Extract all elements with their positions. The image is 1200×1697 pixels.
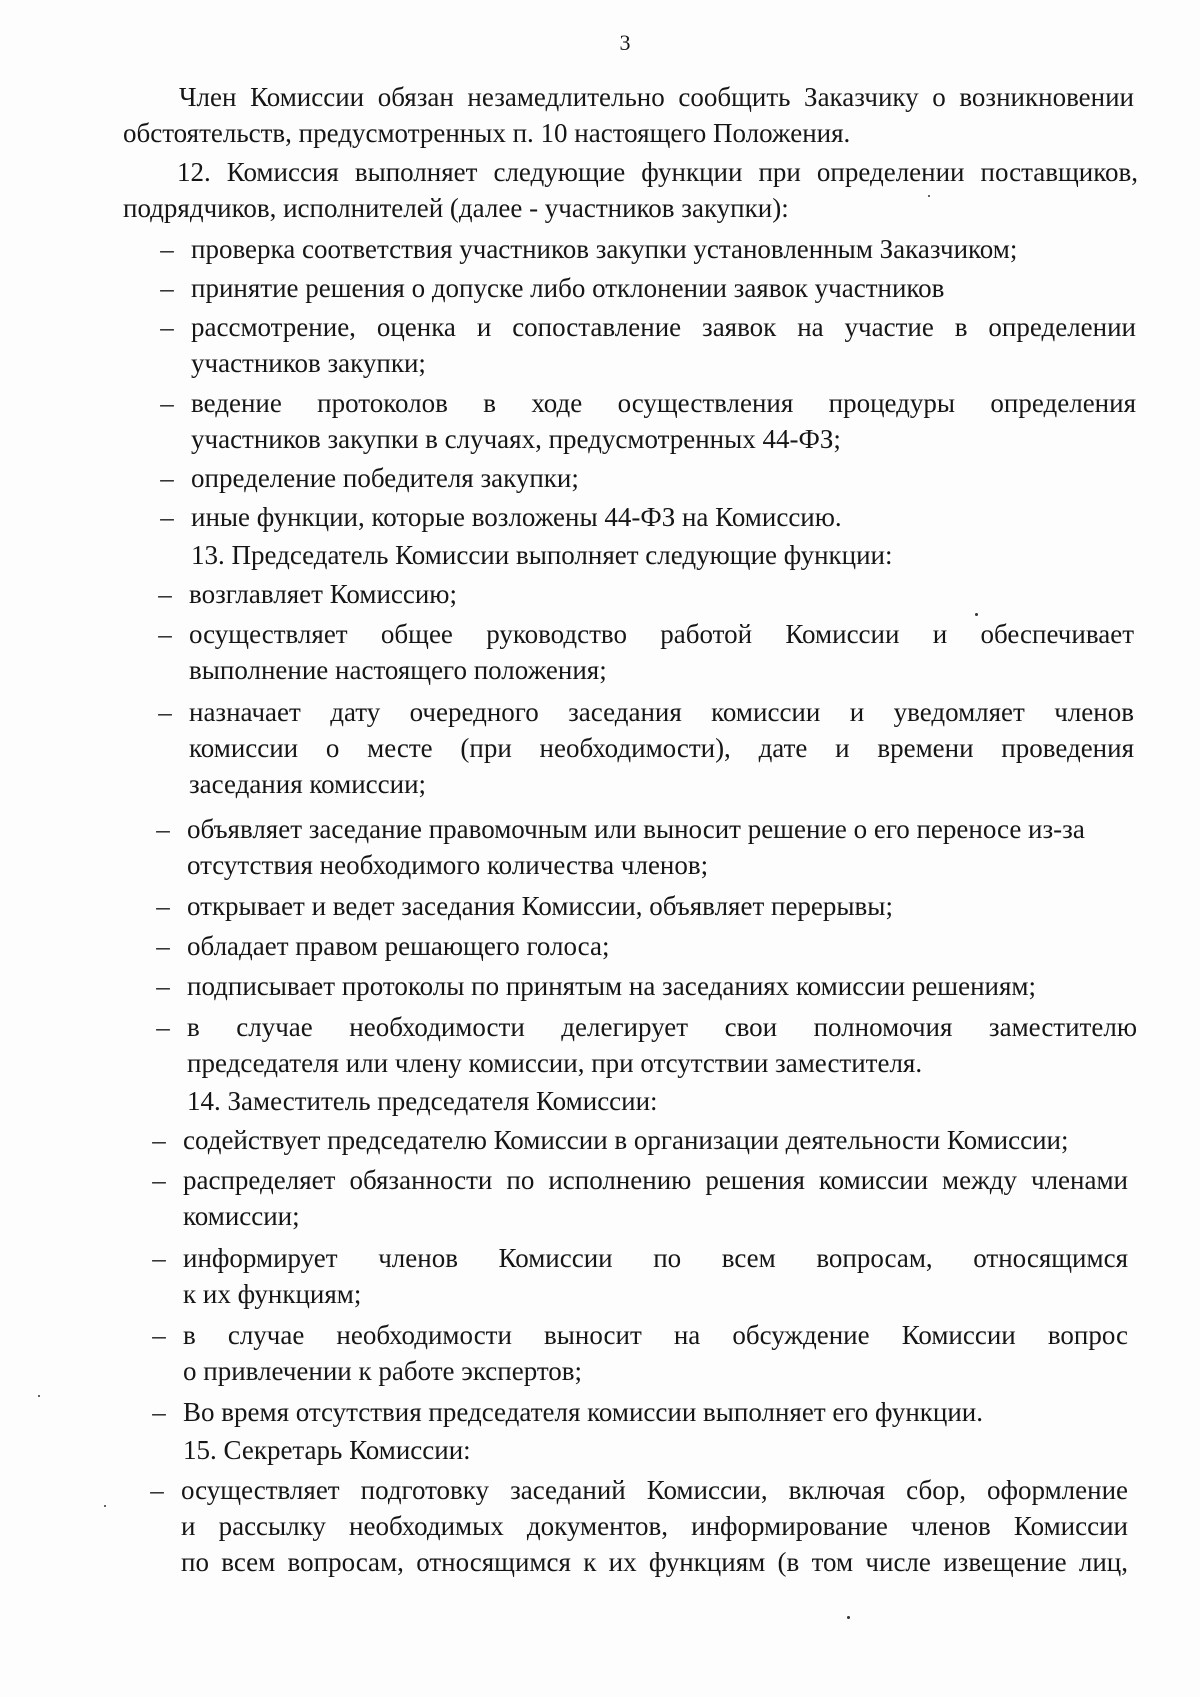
list-15-item-1-line-3: по всем вопросам, относящимся к их функциям (в том числе извещение лиц, [181, 1547, 1128, 1577]
paragraph-intro-line-1: Член Комиссии обязан незамедлительно сообщить Заказчику о возникновении [179, 82, 1134, 112]
list-13-item-1: возглавляет Комиссию; [189, 579, 457, 609]
list-13-item-5: открывает и ведет заседания Комиссии, объявляет перерывы; [187, 891, 893, 921]
list-12-item-6: иные функции, которые возложены 44-ФЗ на Комиссию. [191, 502, 842, 532]
page-number: 3 [619, 30, 631, 55]
list-dash: – [160, 312, 174, 342]
paragraph-12-line-2: подрядчиков, исполнителей (далее - участников закупки): [123, 193, 789, 223]
list-12-item-4-line-2: участников закупки в случаях, предусмотренных 44-ФЗ; [191, 424, 841, 454]
list-dash: – [150, 1475, 164, 1505]
list-dash: – [156, 1012, 170, 1042]
list-14-item-4-line-2: о привлечении к работе экспертов; [183, 1356, 583, 1386]
list-dash: – [152, 1165, 166, 1195]
list-12-item-4-line-1: ведение протоколов в ходе осуществления процедуры определения [191, 388, 1136, 418]
scan-speck [38, 1395, 40, 1397]
list-dash: – [152, 1320, 166, 1350]
scan-speck [104, 1505, 106, 1507]
list-dash: – [158, 619, 172, 649]
list-12-item-5: определение победителя закупки; [191, 463, 579, 493]
list-12-item-3-line-1: рассмотрение, оценка и сопоставление заявок на участие в определении [191, 312, 1136, 342]
list-14-item-1: содействует председателю Комиссии в организации деятельности Комиссии; [183, 1125, 1069, 1155]
list-dash: – [160, 273, 174, 303]
list-14-item-2-line-2: комиссии; [183, 1201, 300, 1231]
list-14-item-5: Во время отсутствия председателя комиссии выполняет его функции. [183, 1397, 983, 1427]
list-13-item-6: обладает правом решающего голоса; [187, 931, 610, 961]
list-dash: – [156, 814, 170, 844]
list-dash: – [160, 388, 174, 418]
list-dash: – [156, 971, 170, 1001]
list-dash: – [152, 1397, 166, 1427]
paragraph-14-line-1: 14. Заместитель председателя Комиссии: [187, 1086, 658, 1116]
list-12-item-1: проверка соответствия участников закупки установленным Заказчиком; [191, 234, 1018, 264]
list-dash: – [158, 579, 172, 609]
paragraph-15-line-1: 15. Секретарь Комиссии: [183, 1435, 471, 1465]
list-dash: – [152, 1125, 166, 1155]
scan-speck [975, 613, 978, 616]
list-13-item-2-line-2: выполнение настоящего положения; [189, 655, 607, 685]
list-dash: – [156, 891, 170, 921]
list-dash: – [152, 1243, 166, 1273]
list-13-item-8-line-1: в случае необходимости делегирует свои полномочия заместителю [187, 1012, 1137, 1042]
list-12-item-2: принятие решения о допуске либо отклонении заявок участников [191, 273, 945, 303]
list-13-item-3-line-3: заседания комиссии; [189, 769, 427, 799]
paragraph-12-line-1: 12. Комиссия выполняет следующие функции при определении поставщиков, [177, 157, 1138, 187]
list-13-item-3-line-2: комиссии о месте (при необходимости), дате и времени проведения [189, 733, 1134, 763]
list-14-item-2-line-1: распределяет обязанности по исполнению решения комиссии между членами [183, 1165, 1128, 1195]
list-13-item-8-line-2: председателя или члену комиссии, при отсутствии заместителя. [187, 1048, 923, 1078]
paragraph-13-line-1: 13. Председатель Комиссии выполняет следующие функции: [191, 540, 893, 570]
list-14-item-3-line-1: информирует членов Комиссии по всем вопросам, относящимся [183, 1243, 1128, 1273]
list-12-item-3-line-2: участников закупки; [191, 348, 426, 378]
paragraph-intro-line-2: обстоятельств, предусмотренных п. 10 настоящего Положения. [123, 118, 851, 148]
list-14-item-3-line-2: к их функциям; [183, 1279, 362, 1309]
scan-speck [847, 1616, 850, 1619]
list-13-item-3-line-1: назначает дату очередного заседания комиссии и уведомляет членов [189, 697, 1134, 727]
list-13-item-4-line-1: объявляет заседание правомочным или выносит решение о его переносе из-за [187, 814, 1085, 844]
list-dash: – [160, 502, 174, 532]
list-15-item-1-line-1: осуществляет подготовку заседаний Комиссии, включая сбор, оформление [181, 1475, 1128, 1505]
list-dash: – [156, 931, 170, 961]
list-14-item-4-line-1: в случае необходимости выносит на обсуждение Комиссии вопрос [183, 1320, 1128, 1350]
list-13-item-2-line-1: осуществляет общее руководство работой Комиссии и обеспечивает [189, 619, 1134, 649]
list-dash: – [160, 234, 174, 264]
list-13-item-7: подписывает протоколы по принятым на заседаниях комиссии решениям; [187, 971, 1036, 1001]
list-dash: – [160, 463, 174, 493]
scan-speck [928, 195, 930, 197]
list-dash: – [158, 697, 172, 727]
list-15-item-1-line-2: и рассылку необходимых документов, информирование членов Комиссии [181, 1511, 1128, 1541]
list-13-item-4-line-2: отсутствия необходимого количества членов; [187, 850, 709, 880]
